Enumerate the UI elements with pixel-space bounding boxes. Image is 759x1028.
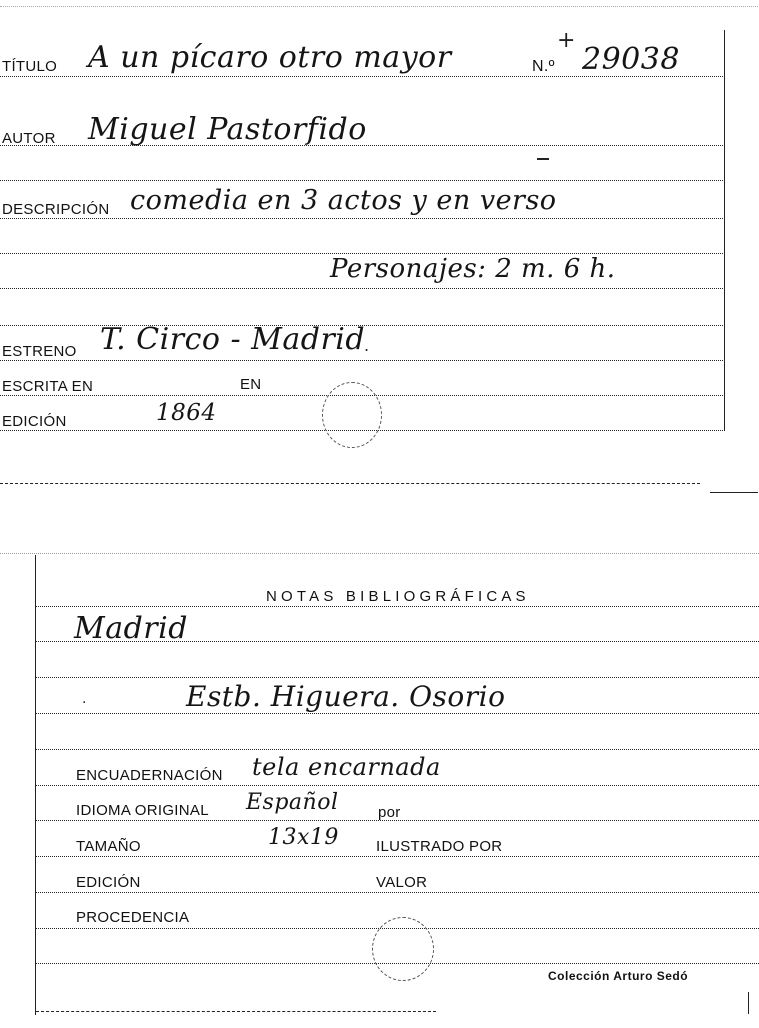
rule-line [36,785,759,786]
edicion-value: 1864 [156,400,217,426]
idioma-label: IDIOMA ORIGINAL [76,802,209,819]
notas-heading: NOTAS BIBLIOGRÁFICAS [266,588,530,605]
rule-line [36,606,759,607]
numero-value: 29038 [582,42,680,77]
edicion-label-back: EDICIÓN [76,874,141,891]
rule-line [0,218,725,219]
tamano-label: TAMAÑO [76,838,141,855]
punch-hole [322,382,382,448]
rule-line [36,892,759,893]
procedencia-label: PROCEDENCIA [76,909,190,926]
catalog-card-back [0,545,759,1028]
dot-mark: · [82,695,87,711]
autor-value: Miguel Pastorfido [88,112,367,147]
rule-line [36,749,759,750]
note-line-madrid: Madrid [74,611,188,646]
catalog-card-front [0,0,759,490]
ilustrado-label: ILUSTRADO POR [376,838,503,855]
descripcion-value: comedia en 3 actos y en verso [130,185,557,216]
rule-line [0,180,725,181]
cross-mark: + [557,28,576,53]
note-line-establecimiento: Estb. Higuera. Osorio [186,680,506,713]
edge-mark [710,492,758,493]
idioma-value: Español [246,790,339,815]
personajes-value: Personajes: 2 m. 6 h. [330,254,616,284]
rule-line [36,713,759,714]
dot-mark: . [364,336,370,355]
titulo-label: TÍTULO [2,58,58,75]
por-label: por [378,804,401,821]
coleccion-footer: Colección Arturo Sedó [548,969,689,983]
escrita-label: ESCRITA EN [2,378,94,395]
punch-hole [372,917,434,981]
autor-label: AUTOR [2,130,56,147]
edicion-label: EDICIÓN [2,413,67,430]
card-bottom-edge [0,483,700,484]
encuadernacion-label: ENCUADERNACIÓN [76,767,223,784]
rule-line [36,677,759,678]
numero-label: N.º [532,58,555,75]
card-bottom-edge [36,1011,436,1012]
tamano-value: 13x19 [268,825,339,850]
dash-mark [537,158,549,160]
titulo-value: A un pícaro otro mayor [88,40,452,75]
en-label: EN [240,376,262,393]
edge-mark [748,992,749,1014]
card-top-edge [0,553,759,554]
rule-line [0,360,725,361]
rule-line [36,856,759,857]
estreno-value: T. Circo - Madrid [100,322,366,357]
card-top-edge [0,6,758,7]
rule-line [0,288,725,289]
card-right-edge [724,30,725,430]
estreno-label: ESTRENO [2,343,77,360]
valor-label: VALOR [376,874,428,891]
descripcion-label: DESCRIPCIÓN [2,201,110,218]
encuadernacion-value: tela encarnada [252,753,441,781]
